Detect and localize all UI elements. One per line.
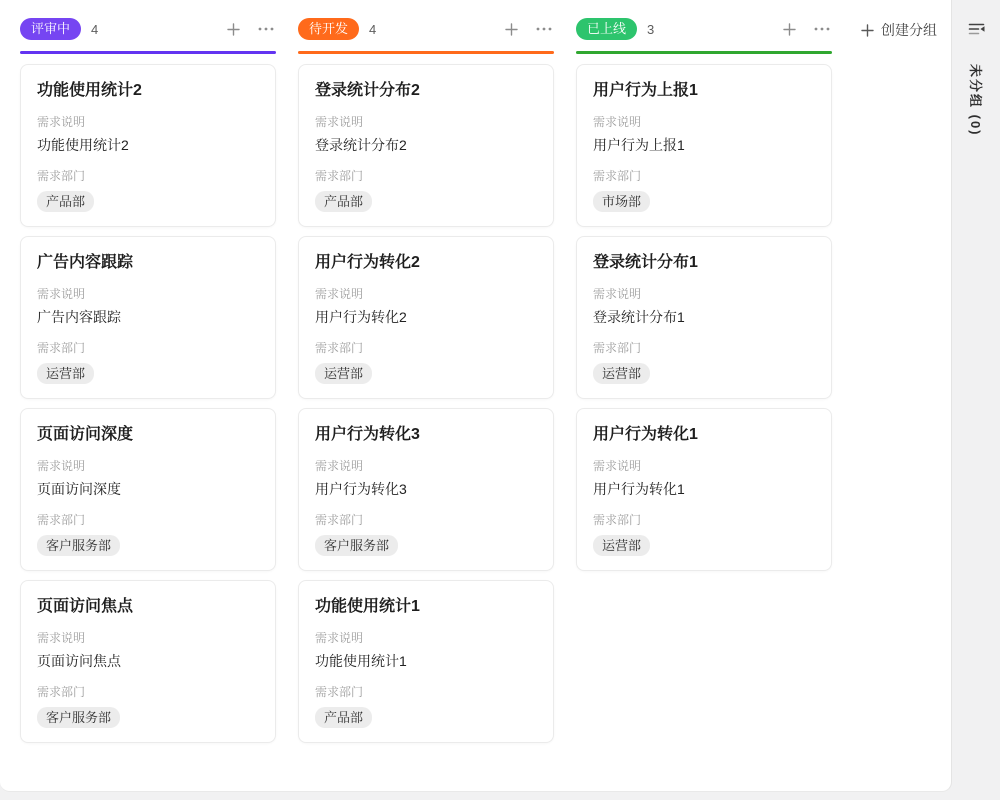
column-launched bbox=[576, 15, 832, 571]
description-label: 需求说明 bbox=[315, 115, 364, 129]
department-tag: 客户服务部 bbox=[37, 535, 120, 556]
status-badge[interactable]: 评审中 bbox=[20, 18, 81, 40]
card[interactable] bbox=[298, 236, 554, 399]
card[interactable] bbox=[298, 580, 554, 743]
description-label: 需求说明 bbox=[593, 459, 642, 473]
card[interactable] bbox=[576, 236, 832, 399]
card-title: 登录统计分布1 bbox=[593, 254, 698, 271]
card-count: 3 bbox=[647, 21, 655, 37]
ellipsis-icon bbox=[536, 27, 552, 31]
ungrouped-label[interactable]: 未分组 (0) bbox=[968, 64, 983, 137]
description-label: 需求说明 bbox=[593, 287, 642, 301]
card-title: 用户行为转化1 bbox=[593, 426, 698, 443]
status-badge[interactable]: 已上线 bbox=[576, 18, 637, 40]
department-label: 需求部门 bbox=[37, 341, 86, 355]
ellipsis-icon bbox=[258, 27, 274, 31]
columns-row bbox=[20, 15, 951, 743]
description-value: 登录统计分布2 bbox=[315, 137, 407, 153]
department-label: 需求部门 bbox=[593, 341, 642, 355]
card-count: 4 bbox=[369, 21, 377, 37]
card[interactable] bbox=[20, 236, 276, 399]
card-list bbox=[298, 64, 554, 743]
collapse-groups-icon bbox=[968, 21, 986, 37]
department-label: 需求部门 bbox=[315, 169, 364, 183]
department-label: 需求部门 bbox=[593, 513, 642, 527]
column-accent-line bbox=[20, 51, 276, 54]
description-value: 用户行为上报1 bbox=[593, 137, 685, 153]
description-value: 登录统计分布1 bbox=[593, 309, 685, 325]
department-label: 需求部门 bbox=[37, 513, 86, 527]
card[interactable] bbox=[20, 408, 276, 571]
department-tag: 运营部 bbox=[593, 535, 650, 556]
department-label: 需求部门 bbox=[315, 513, 364, 527]
add-card-button[interactable] bbox=[223, 19, 243, 39]
department-label: 需求部门 bbox=[37, 685, 86, 699]
card-title: 页面访问深度 bbox=[37, 426, 134, 443]
column-to-develop bbox=[298, 15, 554, 743]
column-header bbox=[576, 15, 832, 43]
card-count: 4 bbox=[91, 21, 99, 37]
department-label: 需求部门 bbox=[315, 685, 364, 699]
add-card-button[interactable] bbox=[779, 19, 799, 39]
ellipsis-icon bbox=[814, 27, 830, 31]
card-list bbox=[20, 64, 276, 743]
card-list bbox=[576, 64, 832, 571]
description-value: 页面访问深度 bbox=[37, 481, 121, 497]
description-label: 需求说明 bbox=[593, 115, 642, 129]
department-tag: 市场部 bbox=[593, 191, 650, 212]
card-title: 页面访问焦点 bbox=[37, 598, 134, 615]
department-tag: 客户服务部 bbox=[37, 707, 120, 728]
description-value: 功能使用统计2 bbox=[37, 137, 129, 153]
card[interactable] bbox=[576, 408, 832, 571]
card[interactable] bbox=[20, 64, 276, 227]
column-in-review bbox=[20, 15, 276, 743]
column-header bbox=[20, 15, 276, 43]
card-title: 用户行为转化2 bbox=[315, 254, 420, 271]
card-title: 用户行为转化3 bbox=[315, 426, 420, 443]
card[interactable] bbox=[298, 408, 554, 571]
department-tag: 运营部 bbox=[593, 363, 650, 384]
description-value: 用户行为转化1 bbox=[593, 481, 685, 497]
column-accent-line bbox=[576, 51, 832, 54]
card-title: 功能使用统计2 bbox=[37, 82, 142, 99]
add-card-button[interactable] bbox=[501, 19, 521, 39]
description-label: 需求说明 bbox=[37, 459, 86, 473]
department-label: 需求部门 bbox=[315, 341, 364, 355]
plus-icon bbox=[504, 22, 519, 37]
collapse-groups-button[interactable] bbox=[966, 19, 988, 42]
card-title: 登录统计分布2 bbox=[315, 82, 420, 99]
collapsed-groups-panel bbox=[953, 0, 1000, 792]
description-value: 用户行为转化3 bbox=[315, 481, 407, 497]
column-menu-button[interactable] bbox=[534, 19, 554, 39]
plus-icon bbox=[226, 22, 241, 37]
department-tag: 客户服务部 bbox=[315, 535, 398, 556]
description-value: 用户行为转化2 bbox=[315, 309, 407, 325]
column-menu-button[interactable] bbox=[812, 19, 832, 39]
department-label: 需求部门 bbox=[37, 169, 86, 183]
description-label: 需求说明 bbox=[315, 287, 364, 301]
description-label: 需求说明 bbox=[315, 459, 364, 473]
create-group-button[interactable] bbox=[860, 20, 937, 40]
card-title: 用户行为上报1 bbox=[593, 82, 698, 99]
card[interactable] bbox=[20, 580, 276, 743]
status-badge[interactable]: 待开发 bbox=[298, 18, 359, 40]
card-title: 广告内容跟踪 bbox=[37, 254, 134, 271]
column-menu-button[interactable] bbox=[256, 19, 276, 39]
card-title: 功能使用统计1 bbox=[315, 598, 420, 615]
plus-icon bbox=[782, 22, 797, 37]
department-tag: 产品部 bbox=[315, 191, 372, 212]
description-label: 需求说明 bbox=[37, 115, 86, 129]
description-label: 需求说明 bbox=[315, 631, 364, 645]
description-label: 需求说明 bbox=[37, 631, 86, 645]
card[interactable] bbox=[576, 64, 832, 227]
department-tag: 运营部 bbox=[37, 363, 94, 384]
column-accent-line bbox=[298, 51, 554, 54]
department-tag: 产品部 bbox=[315, 707, 372, 728]
plus-icon bbox=[860, 23, 875, 38]
department-tag: 产品部 bbox=[37, 191, 94, 212]
card[interactable] bbox=[298, 64, 554, 227]
department-tag: 运营部 bbox=[315, 363, 372, 384]
description-value: 页面访问焦点 bbox=[37, 653, 121, 669]
description-value: 广告内容跟踪 bbox=[37, 309, 121, 325]
description-value: 功能使用统计1 bbox=[315, 653, 407, 669]
description-label: 需求说明 bbox=[37, 287, 86, 301]
department-label: 需求部门 bbox=[593, 169, 642, 183]
column-header bbox=[298, 15, 554, 43]
create-group-label: 创建分组 bbox=[881, 22, 937, 38]
